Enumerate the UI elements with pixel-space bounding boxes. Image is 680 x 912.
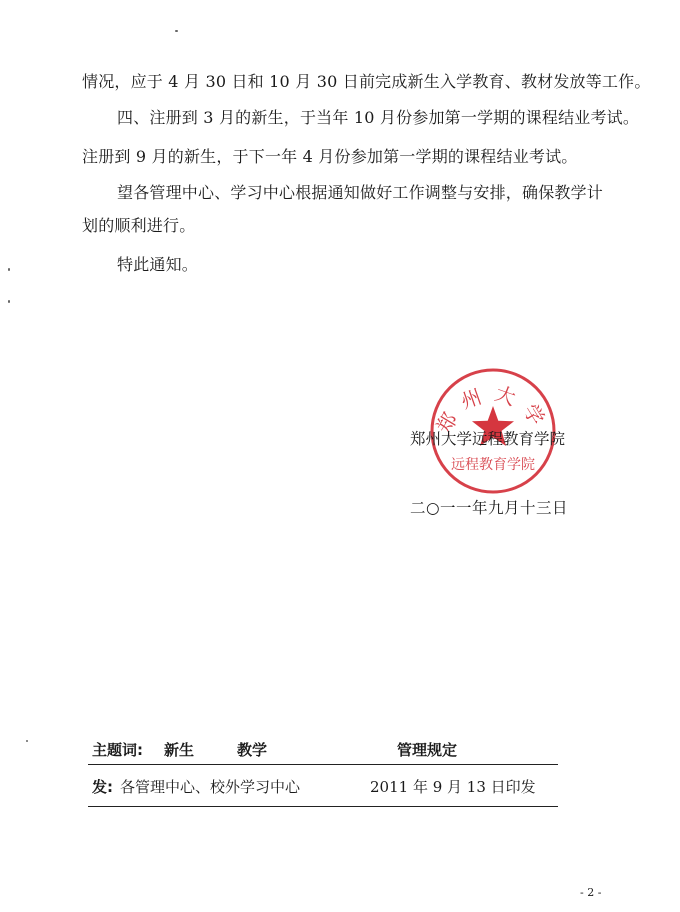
body-line-4: 望各管理中心、学习中心根据通知做好工作调整与安排，确保教学计: [117, 183, 604, 202]
footer-divider-2: [88, 806, 558, 807]
scan-speck: [175, 30, 178, 32]
body-line-2: 四、注册到 3 月的新生，于当年 10 月份参加第一学期的课程结业考试。: [117, 108, 640, 127]
signature-org: 郑州大学远程教育学院: [410, 430, 566, 448]
distribution-recipients: 各管理中心、校外学习中心: [120, 778, 301, 796]
seal-arc-text: 郑州大学: [431, 380, 555, 438]
distribution-label: 发:: [92, 778, 113, 796]
scan-speck: [26, 740, 28, 742]
print-date: 2011 年 9 月 13 日印发: [370, 778, 536, 796]
footer-divider-1: [88, 764, 558, 765]
signature-date: 二○一一年九月十三日: [410, 499, 569, 517]
seal-inner-text: 远程教育学院: [451, 457, 535, 473]
keyword-1: 新生: [164, 741, 195, 759]
body-line-5: 划的顺利进行。: [82, 216, 196, 235]
scan-speck: [8, 300, 10, 303]
subject-label: 主题词:: [92, 741, 143, 759]
scan-speck: [8, 268, 10, 271]
body-line-1: 情况，应于 4 月 30 日和 10 月 30 日前完成新生入学教育、教材发放等工作。: [82, 72, 651, 91]
keyword-2: 教学: [237, 741, 268, 759]
keyword-3: 管理规定: [397, 741, 458, 759]
body-line-3: 注册到 9 月的新生，于下一年 4 月份参加第一学期的课程结业考试。: [82, 147, 578, 166]
page-number: - 2 -: [580, 886, 602, 899]
body-line-6: 特此通知。: [117, 255, 199, 274]
